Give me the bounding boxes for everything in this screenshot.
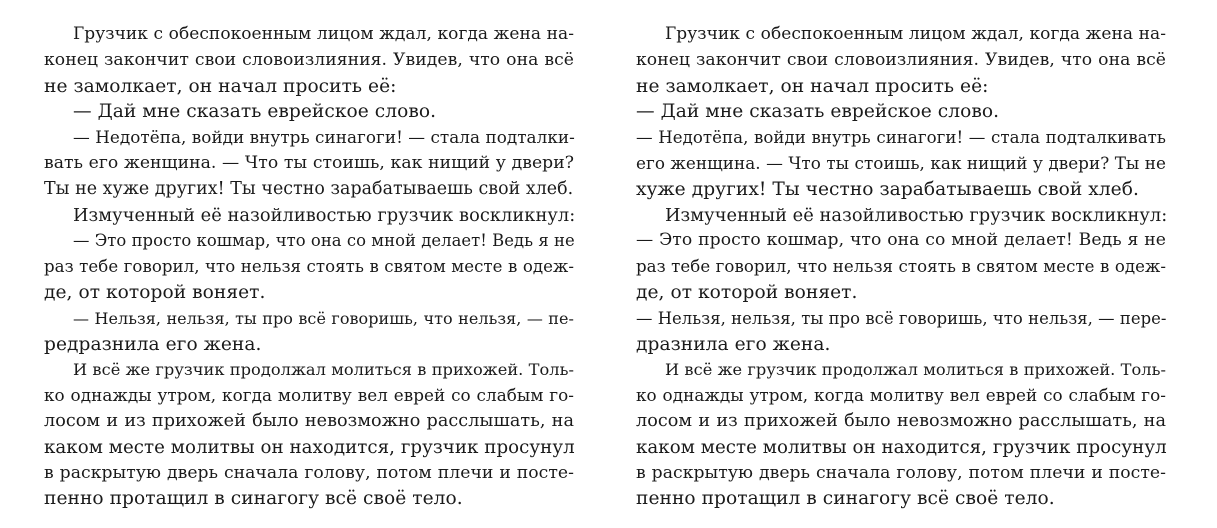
text-line: дразнила его жена. xyxy=(636,333,831,355)
text-line: его женщина. — Что ты стоишь, как нищий у двери? Ты не xyxy=(636,152,1166,173)
text-line: вать его женщина. — Что ты стоишь, как нищий у двери? xyxy=(44,152,574,173)
text-line: ко однажды утром, когда молитву вел еврей со слабым го- xyxy=(44,385,574,406)
text-line: Грузчик с обеспокоенным лицом ждал, когда жена на- xyxy=(73,24,574,44)
text-line: каком месте молитвы он находится, грузчик просунул xyxy=(636,436,1167,458)
text-line: хуже других! Ты честно зарабатываешь свой хлеб. xyxy=(636,178,1139,200)
text-line: конец закончит свои словоизлияния. Увидев, что она всё xyxy=(44,49,574,70)
text-line: не замолкает, он начал просить её: xyxy=(636,75,989,97)
text-line: де, от которой воняет. xyxy=(636,281,858,303)
text-column-right xyxy=(636,22,1166,512)
text-column-left xyxy=(44,22,574,512)
text-line: пенно протащил в синагогу всё своё тело. xyxy=(44,488,463,510)
text-line: И всё же грузчик продолжал молиться в прихожей. Толь- xyxy=(73,360,574,380)
text-line: И всё же грузчик продолжал молиться в прихожей. Толь- xyxy=(665,360,1166,380)
text-line: — Дай мне сказать еврейское слово. xyxy=(73,101,437,123)
text-line: раз тебе говорил, что нельзя стоять в святом месте в одеж- xyxy=(636,257,1166,277)
text-line: лосом и из прихожей было невозможно расслышать, на xyxy=(44,410,574,431)
text-line: не замолкает, он начал просить её: xyxy=(44,75,397,97)
text-line: — Это просто кошмар, что она со мной делает! Ведь я не xyxy=(73,231,575,251)
text-line: в раскрытую дверь сначала голову, потом плечи и посте- xyxy=(44,462,574,483)
text-line: — Нельзя, нельзя, ты про всё говоришь, что нельзя, — пе- xyxy=(73,308,574,328)
text-line: — Нельзя, нельзя, ты про всё говоришь, что нельзя, — пере- xyxy=(636,308,1167,328)
text-line: Измученный её назойливостью грузчик воскликнул: xyxy=(73,204,576,226)
text-line: Ты не хуже других! Ты честно зарабатываешь свой хлеб. xyxy=(44,178,574,199)
text-line: лосом и из прихожей было невозможно расслышать, на xyxy=(636,410,1166,431)
text-line: каком месте молитвы он находится, грузчик просунул xyxy=(44,436,575,458)
text-line: в раскрытую дверь сначала голову, потом плечи и посте- xyxy=(636,462,1166,483)
text-line: — Недотёпа, войди внутрь синагоги! — стала подталкивать xyxy=(636,128,1166,148)
text-line: редразнила его жена. xyxy=(44,333,262,355)
text-line: Грузчик с обеспокоенным лицом ждал, когда жена на- xyxy=(665,24,1166,44)
text-line: раз тебе говорил, что нельзя стоять в святом месте в одеж- xyxy=(44,257,574,277)
text-line: — Недотёпа, войди внутрь синагоги! — стала подталки- xyxy=(73,127,575,148)
text-line: пенно протащил в синагогу всё своё тело. xyxy=(636,488,1055,510)
text-line: — Это просто кошмар, что она со мной делает! Ведь я не xyxy=(636,230,1166,251)
text-line: — Дай мне сказать еврейское слово. xyxy=(636,101,1000,123)
text-line: де, от которой воняет. xyxy=(44,281,266,303)
text-line: конец закончит свои словоизлияния. Увидев, что она всё xyxy=(636,49,1166,70)
text-line: Измученный её назойливостью грузчик воскликнул: xyxy=(665,204,1168,226)
text-line: ко однажды утром, когда молитву вел еврей со слабым го- xyxy=(636,385,1166,406)
